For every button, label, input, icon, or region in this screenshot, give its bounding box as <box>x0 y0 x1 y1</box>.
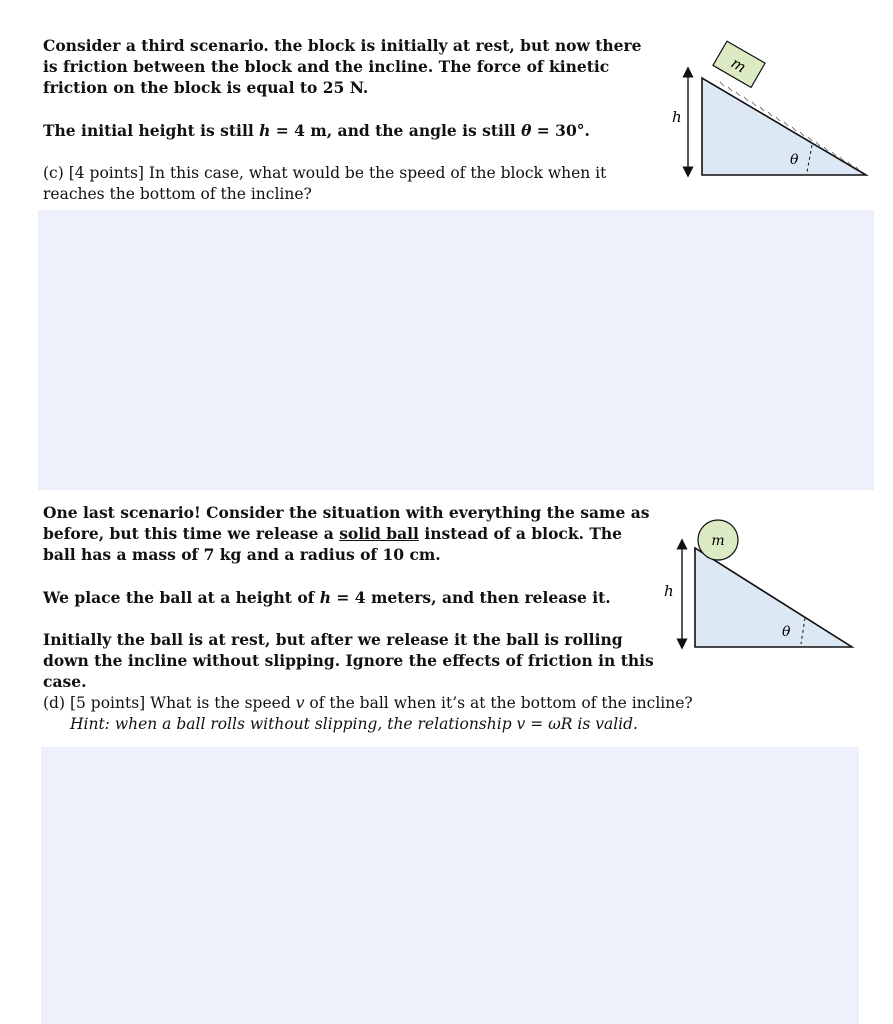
part-d-intro-lead: One last scenario! Consider the situation with everything the same as before, but this time we release a <box>43 503 650 543</box>
answer-area-c[interactable] <box>38 210 874 490</box>
part-d-intro <box>43 502 655 565</box>
h-value: = 4 m, and the angle is still <box>270 121 522 140</box>
part-d-placement <box>43 587 655 608</box>
answer-area-d[interactable] <box>41 747 859 1024</box>
place-tail: = 4 meters, and then release it. <box>331 588 611 607</box>
incline-block-diagram <box>660 40 880 190</box>
height-angle-lead: The initial height is still <box>43 121 260 140</box>
height-label: h <box>672 108 682 126</box>
part-c-question <box>43 163 658 205</box>
theta-symbol: θ <box>521 121 532 140</box>
part-d-question-tail: of the ball when it’s at the bottom of the incline? <box>304 694 693 712</box>
block <box>713 41 765 87</box>
theta-value: = 30°. <box>531 121 590 140</box>
angle-label: θ <box>790 152 799 168</box>
part-d-question-lead: What is the speed <box>150 694 296 712</box>
part-d-question <box>43 693 693 714</box>
part-c-given-values <box>43 120 663 141</box>
place-lead: We place the ball at a height of <box>43 588 320 607</box>
part-d-rolling-text: Initially the ball is at rest, but after we release it the ball is rolling down the incline without slipping. Ignore the effects of friction in this case. <box>43 630 654 691</box>
part-c-question-text: In this case, what would be the speed of the block when it reaches the bottom of the incline? <box>43 164 607 203</box>
solid-ball-underlined: solid ball <box>339 524 419 543</box>
height-label-d: h <box>664 582 674 600</box>
h-symbol-d: h <box>319 588 332 607</box>
block-mass-label: m <box>727 53 750 77</box>
v-symbol: v <box>295 694 305 712</box>
incline-triangle <box>702 78 866 175</box>
ball-mass-label: m <box>711 533 725 549</box>
part-d-hint: Hint: when a ball rolls without slipping, the relationship v = ωR is valid. <box>70 715 638 733</box>
part-d-question-label: (d) [5 points] <box>43 694 146 712</box>
part-c-question-label: (c) [4 points] <box>43 164 144 182</box>
h-symbol: h <box>259 121 271 140</box>
incline-ball-diagram <box>660 510 860 655</box>
part-c-intro: Consider a third scenario. the block is initially at rest, but now there is friction between the block and the incline. The force of kinetic friction on the block is equal to 25 N. <box>43 36 642 97</box>
incline-triangle-d <box>695 548 852 647</box>
angle-label-d: θ <box>782 624 791 640</box>
part-d-intro-tail: instead of a block. The ball has a mass of 7 kg and a radius of 10 cm. <box>43 524 623 564</box>
